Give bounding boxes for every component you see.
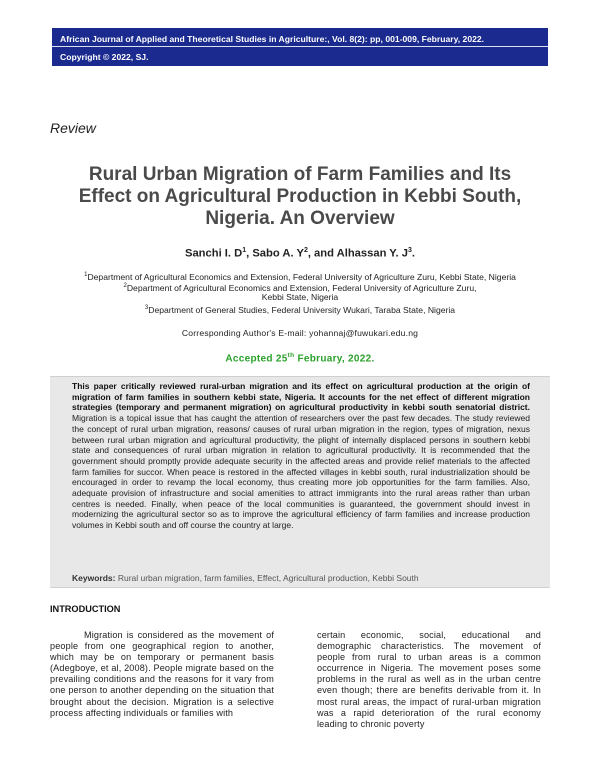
affiliation-text: Department of Agricultural Economics and Extension, Federal University of Agriculture Zuru, (126, 282, 477, 293)
accepted-suffix: February, 2022. (294, 353, 375, 365)
journal-banner (52, 28, 548, 66)
abstract-box (50, 376, 550, 588)
author-name: Sanchi I. D (185, 247, 243, 260)
author-affiliation-mark: 3 (407, 247, 412, 254)
author-separator: , (246, 247, 253, 260)
article-title: Rural Urban Migration of Farm Families and Its Effect on Agricultural Production in Kebbi South, Nigeria. An Overview (78, 164, 522, 229)
affiliation-text: Department of Agricultural Economics and Extension, Federal University of Agriculture Zuru, Kebbi State, Nigeria (87, 271, 516, 282)
abstract-body: Migration is a topical issue that has caught the attention of researchers over the past few decades. The study reviewed the concept of rural urban migration, reasons/ causes of rural urban migration in the region, types of migration, nexus between rural urban migration and agricultural productivity, the plight of internally displaced persons in southern kebbi state and consequences of rural urban migration in relation to agricultural productivity. It is recommended that the government should promptly provide adequate security in the affected areas and provide relief materials to the affected farm families for succor. When peace is restored in the affected villages in kebbi south, rural industrialization should be encouraged in order to revamp the local economy, thus creating more job opportunities for the farm families. Also, adequate provision of infrastructure and social amenities to attract immigrants into the rural areas rather than urban centres is needed. Finally, when peace of the local communities is guaranteed, the government should invest in modernizing the agricultural sector so as to improve the agricultural efficiency of farm families and increase production volumes in Kebbi south and off course the country at large. (72, 413, 530, 531)
affiliation-mark: 1 (84, 272, 88, 278)
author-name: Alhassan Y. J (336, 247, 408, 260)
copyright-notice: Copyright © 2022, SJ. (60, 52, 149, 62)
accepted-ordinal: th (287, 352, 295, 359)
author-separator: . (411, 247, 415, 260)
affiliation-2-continued (60, 292, 540, 303)
affiliation-text: Department of General Studies, Federal University Wukari, Taraba State, Nigeria (148, 304, 456, 315)
author-list (60, 247, 540, 260)
affiliation-text: Kebbi State, Nigeria (261, 292, 339, 302)
affiliation-mark: 3 (144, 305, 149, 311)
affiliation-mark: 2 (123, 283, 127, 289)
keywords (72, 573, 419, 583)
intro-left-column: Migration is considered as the movement of people from one geographical region to another, which may be on temporary or permanent basis (Adegboye, et al, 2008). People migrate based on the prevailing conditions and the reasons for it vary from one person to another depending on the situation that brought about the decision. Migration is a selective process affecting individuals or families with (50, 630, 274, 718)
keywords-text: Rural urban migration, farm families, Effect, Agricultural production, Kebbi South (115, 573, 419, 583)
accepted-prefix: Accepted 25 (225, 353, 288, 365)
abstract (72, 381, 530, 531)
journal-citation: African Journal of Applied and Theoretical Studies in Agriculture:, Vol. 8(2): pp, 001-009, February, 2022. (60, 34, 485, 44)
affiliation-3 (60, 303, 540, 316)
section-heading-introduction: INTRODUCTION (50, 604, 121, 614)
corresponding-author-email: Corresponding Author's E-mail: yohannaj@fuwukari.edu.ng (181, 328, 419, 338)
banner-divider (52, 46, 548, 47)
accepted-date (60, 352, 540, 364)
keywords-label: Keywords: (72, 573, 116, 583)
author-separator: , and (307, 247, 337, 260)
intro-right-column: certain economic, social, educational and demographic characteristics. The movement of people from rural to urban areas is a common occurrence in Nigeria. The movement poses some problems in the rural as well as in the urban centre even though; there are benefits derivable from it. In most rural areas, the impact of rural-urban migration was a rapid deterioration of the rural economy leading to chronic poverty (317, 630, 541, 729)
article-type: Review (50, 120, 96, 136)
abstract-lead: This paper critically reviewed rural-urban migration and its effect on agricultural production at the origin of migration of farm families in southern kebbi state, Nigeria. It accounts for the net effect of different migration strategies (temporary and permanent migration) on agricultural productivity in kebbi south senatorial district. (72, 381, 530, 413)
author-name: Sabo A. Y (252, 247, 304, 260)
author-affiliation-mark: 2 (303, 247, 308, 254)
author-affiliation-mark: 1 (242, 247, 247, 254)
